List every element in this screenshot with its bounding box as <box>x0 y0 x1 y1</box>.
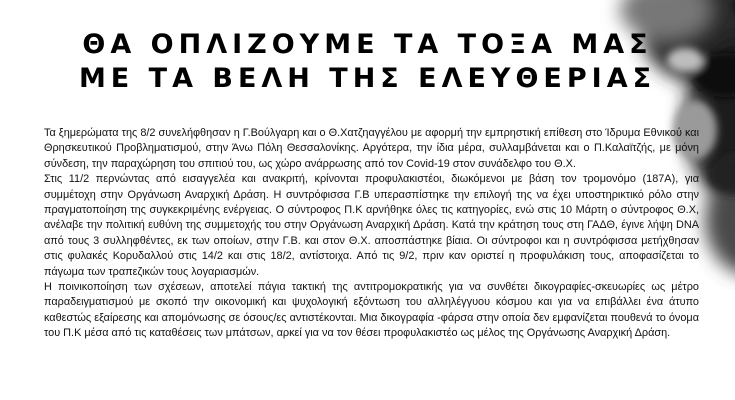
paragraph-2: Στις 11/2 περνώντας από εισαγγελέα και ανακριτή, κρίνονται προφυλακιστέοι, διωκόμενοι με βάση τον τρομονόμο (187Α), για συμμέτοχη στην Οργάνωση Αναρχική Δράση. Η συντρόφισσα Γ.Β υπερασπίστηκε την επιλογή της να έχει υποστηρικτικό ρόλο στην πραγματοποίηση της συγκεκριμένης ενέργειας. Ο σύντροφος Π.Κ αρνήθηκε όλες τις κατηγορίες, ενώ στις 10 Μάρτη ο σύντροφος Θ.Χ, ανέλαβε την πολιτική ευθύνη της συμμετοχής του στην Οργάνωση Αναρχική Δράση. Κατά την κράτηση τους στη ΓΑΔΘ, έγινε λήψη DNA από τους 3 συλληφθέντες, εκ των οποίων, στην Γ.Β. και στον Θ.Χ. αποσπάστηκε βίαια. Οι σύντροφοι και η συντρόφισσα μετήχθησαν στις φυλακές Κορυδαλλού στις 14/2 και στις 18/2, αντίστοιχα. Από τις 9/2, πριν καν οριστεί η προφυλάκιση τους, αποφασίζεται το πάγωμα των τραπεζικών τους λογαριασμών. <box>44 173 699 278</box>
article-body <box>44 126 699 342</box>
headline-line-2: ΜΕ ΤΑ ΒΕΛΗ ΤΗΣ ΕΛΕΥΘΕΡΙΑΣ <box>78 63 657 94</box>
paragraph-3: Η ποινικοποίηση των σχέσεων, αποτελεί πάγια τακτική της αντιτρομοκρατικής για να συνθέτει δικογραφίες-σκευωρίες ως μέτρο παραδειγματισμού με σκοπό την οικονομική και ψυχολογική εξόντωση του αλληλέγγυου κόσμου και για να επιβάλλει ένα άτυπο καθεστώς εξαίρεσης και απομόνωσης σε όσους/ες αντιστέκονται. Μια δικογραφία -φάρσα στην οποία δεν εμφανίζεται πουθενά το όνομα του Π.Κ μέσα από τις καταθέσεις των μπάτσων, αρκεί για να τον θέσει προφυλακιστέο ως μέλος της Οργάνωσης Αναρχική Δράση. <box>44 281 699 340</box>
headline <box>0 28 735 96</box>
headline-line-1: ΘΑ ΟΠΛΙΖΟΥΜΕ ΤΑ ΤΟΞΑ ΜΑΣ <box>82 29 653 60</box>
paragraph-1: Τα ξημερώματα της 8/2 συνελήφθησαν η Γ.Βούλγαρη και ο Θ.Χατζηαγγέλου με αφορμή την εμπρηστική επίθεση στο Ίδρυμα Εθνικού και Θρησκευτικού Προβληματισμού, στην Άνω Πόλη Θεσσαλονίκης. Αργότερα, την ίδια μέρα, συλλαμβάνεται και ο Π.Καλαϊτζής, με μόνη σύνδεση, την παραχώρηση του σπιτιού του, ως χώρο ανάρρωσης από τον Covid-19 στον συνάδελφο του Θ.Χ. <box>44 127 699 170</box>
